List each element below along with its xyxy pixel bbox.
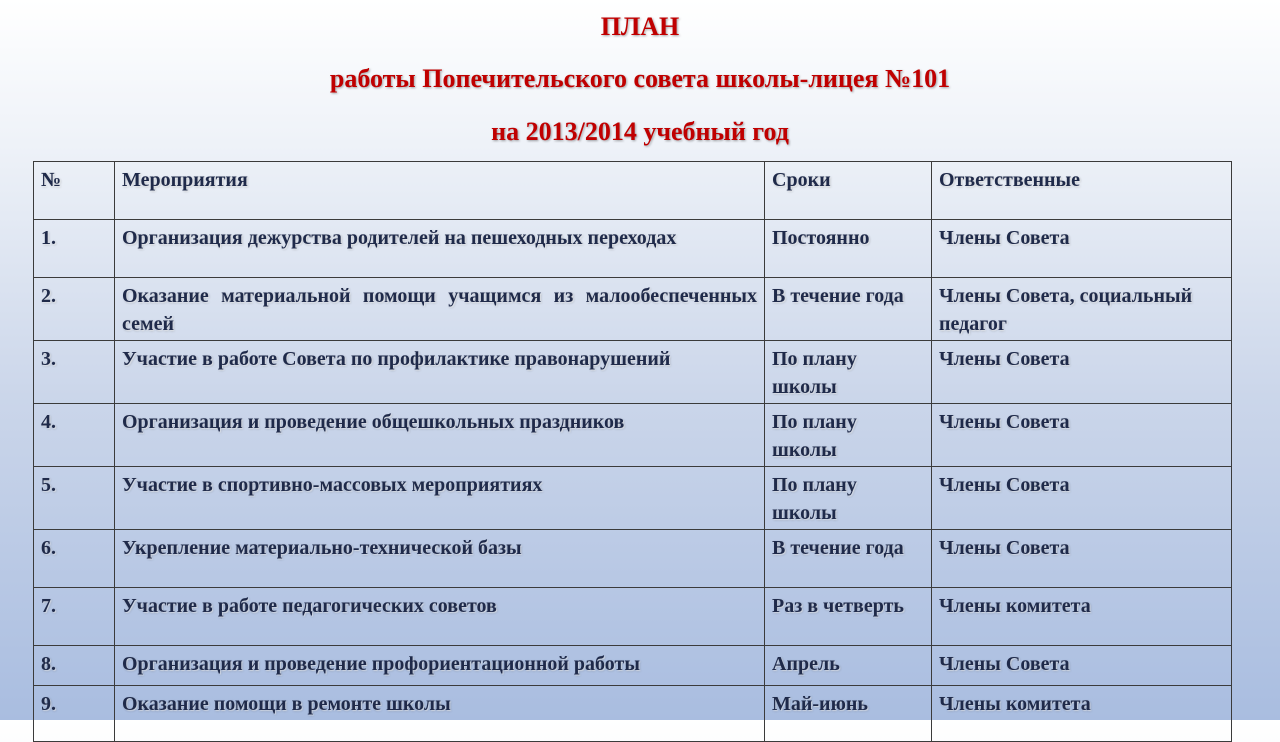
- row-term: Май-июнь: [765, 686, 932, 742]
- header-cell-number: №: [34, 162, 115, 220]
- row-number: 5.: [34, 467, 115, 530]
- row-term: По плану школы: [765, 341, 932, 404]
- row-number: 4.: [34, 404, 115, 467]
- row-term: Постоянно: [765, 220, 932, 278]
- row-responsible: Члены Совета: [932, 530, 1232, 588]
- row-responsible: Члены Совета: [932, 467, 1232, 530]
- table-row: [34, 530, 1232, 588]
- row-event: Организация и проведение общешкольных праздников: [115, 404, 765, 467]
- row-event: Участие в работе педагогических советов: [115, 588, 765, 646]
- row-term: По плану школы: [765, 467, 932, 530]
- row-term: Раз в четверть: [765, 588, 932, 646]
- row-number: 1.: [34, 220, 115, 278]
- row-responsible: Члены Совета: [932, 220, 1232, 278]
- table-row: [34, 686, 1232, 742]
- table-row: [34, 404, 1232, 467]
- row-term: Апрель: [765, 646, 932, 686]
- row-number: 6.: [34, 530, 115, 588]
- row-number: 3.: [34, 341, 115, 404]
- row-event: Оказание помощи в ремонте школы: [115, 686, 765, 742]
- row-event: Участие в спортивно-массовых мероприятиях: [115, 467, 765, 530]
- header-cell-events: Мероприятия: [115, 162, 765, 220]
- table-row: [34, 341, 1232, 404]
- header-cell-terms: Сроки: [765, 162, 932, 220]
- plan-title: ПЛАН: [600, 12, 680, 41]
- row-responsible: Члены Совета: [932, 646, 1232, 686]
- row-responsible: Члены Совета: [932, 404, 1232, 467]
- row-term: В течение года: [765, 278, 932, 341]
- table-row: [34, 588, 1232, 646]
- table-row: [34, 646, 1232, 686]
- table-header-row: [34, 162, 1232, 220]
- row-event: Организация дежурства родителей на пешеходных переходах: [115, 220, 765, 278]
- row-event: Оказание материальной помощи учащимся из малообеспеченных семей: [115, 278, 765, 341]
- row-responsible: Члены Совета, социальный педагог: [932, 278, 1232, 341]
- row-event: Организация и проведение профориентационной работы: [115, 646, 765, 686]
- table-row: [34, 220, 1232, 278]
- row-term: В течение года: [765, 530, 932, 588]
- row-number: 2.: [34, 278, 115, 341]
- row-event: Укрепление материально-технической базы: [115, 530, 765, 588]
- plan-subtitle: работы Попечительского совета школы-лицея №101: [329, 64, 951, 93]
- plan-table: [33, 161, 1232, 742]
- row-event: Участие в работе Совета по профилактике правонарушений: [115, 341, 765, 404]
- table-row: [34, 467, 1232, 530]
- row-number: 8.: [34, 646, 115, 686]
- row-responsible: Члены Совета: [932, 341, 1232, 404]
- plan-year: на 2013/2014 учебный год: [491, 117, 789, 146]
- row-number: 7.: [34, 588, 115, 646]
- row-responsible: Члены комитета: [932, 588, 1232, 646]
- header-cell-responsible: Ответственные: [932, 162, 1232, 220]
- row-number: 9.: [34, 686, 115, 742]
- table-row: [34, 278, 1232, 341]
- row-term: По плану школы: [765, 404, 932, 467]
- row-responsible: Члены комитета: [932, 686, 1232, 742]
